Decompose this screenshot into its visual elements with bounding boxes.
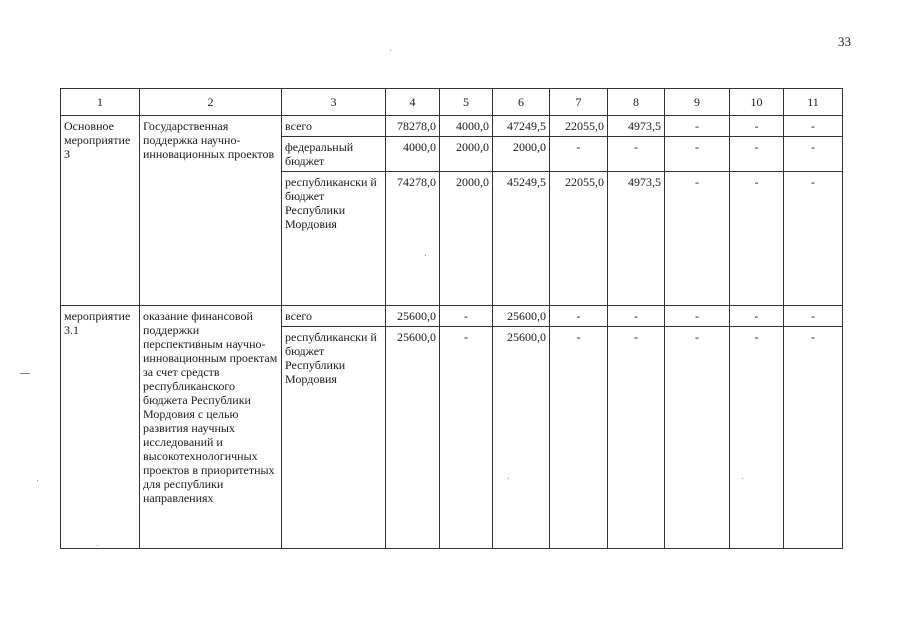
source-cell: федеральный бюджет [282, 137, 386, 172]
header-cell: 7 [550, 89, 608, 116]
value-cell: 2000,0 [440, 172, 493, 306]
header-cell: 10 [730, 89, 784, 116]
value-cell: - [608, 137, 665, 172]
event-cell: Основное мероприятие 3 [61, 116, 140, 306]
header-cell: 6 [493, 89, 550, 116]
scan-speck [37, 480, 38, 481]
header-cell: 1 [61, 89, 140, 116]
value-cell: - [665, 116, 730, 137]
header-cell: 8 [608, 89, 665, 116]
value-cell: 4973,5 [608, 116, 665, 137]
value-cell: 4000,0 [386, 137, 440, 172]
source-cell: республикански й бюджет Республики Мордовия [282, 172, 386, 306]
scan-speck [97, 545, 98, 546]
value-cell: 45249,5 [493, 172, 550, 306]
value-cell: 22055,0 [550, 172, 608, 306]
value-cell: 2000,0 [440, 137, 493, 172]
scan-speck [508, 478, 509, 479]
value-cell: - [784, 327, 843, 549]
header-row [61, 89, 843, 116]
value-cell: - [665, 306, 730, 327]
value-cell: - [550, 137, 608, 172]
value-cell: - [730, 172, 784, 306]
value-cell: - [784, 306, 843, 327]
header-cell: 4 [386, 89, 440, 116]
source-cell: республикански й бюджет Республики Мордовия [282, 327, 386, 549]
event-cell: мероприятие 3.1 [61, 306, 140, 549]
scan-speck [390, 50, 391, 51]
description-cell: оказание финансовой поддержки перспективным научно-инновационным проектам за счет средств республиканского бюджета Республики Мордовия с целью развития научных исследований и высокотехнологичных проектов в приоритетных для республики направлениях [140, 306, 282, 549]
value-cell: 22055,0 [550, 116, 608, 137]
value-cell: 74278,0 [386, 172, 440, 306]
value-cell: 4000,0 [440, 116, 493, 137]
value-cell: - [730, 137, 784, 172]
value-cell: - [608, 327, 665, 549]
scan-speck [425, 255, 426, 256]
value-cell: - [608, 306, 665, 327]
value-cell: - [550, 306, 608, 327]
budget-table [60, 88, 843, 549]
source-cell: всего [282, 116, 386, 137]
table-row [61, 116, 843, 137]
value-cell: - [730, 116, 784, 137]
value-cell: 4973,5 [608, 172, 665, 306]
table-row [61, 306, 843, 327]
value-cell: - [665, 172, 730, 306]
page-number: 33 [838, 34, 851, 49]
value-cell: 25600,0 [386, 306, 440, 327]
value-cell: - [665, 137, 730, 172]
value-cell: - [784, 116, 843, 137]
value-cell: 47249,5 [493, 116, 550, 137]
scan-speck [20, 373, 30, 374]
description-cell: Государственная поддержка научно-инновационных проектов [140, 116, 282, 306]
value-cell: - [730, 306, 784, 327]
value-cell: - [440, 306, 493, 327]
value-cell: 25600,0 [386, 327, 440, 549]
header-cell: 3 [282, 89, 386, 116]
header-cell: 11 [784, 89, 843, 116]
value-cell: 25600,0 [493, 306, 550, 327]
header-cell: 9 [665, 89, 730, 116]
value-cell: 78278,0 [386, 116, 440, 137]
value-cell: - [550, 327, 608, 549]
value-cell: - [784, 137, 843, 172]
value-cell: 2000,0 [493, 137, 550, 172]
source-cell: всего [282, 306, 386, 327]
scan-speck [742, 478, 743, 479]
header-cell: 2 [140, 89, 282, 116]
value-cell: - [730, 327, 784, 549]
value-cell: - [665, 327, 730, 549]
header-cell: 5 [440, 89, 493, 116]
value-cell: - [440, 327, 493, 549]
value-cell: - [784, 172, 843, 306]
value-cell: 25600,0 [493, 327, 550, 549]
